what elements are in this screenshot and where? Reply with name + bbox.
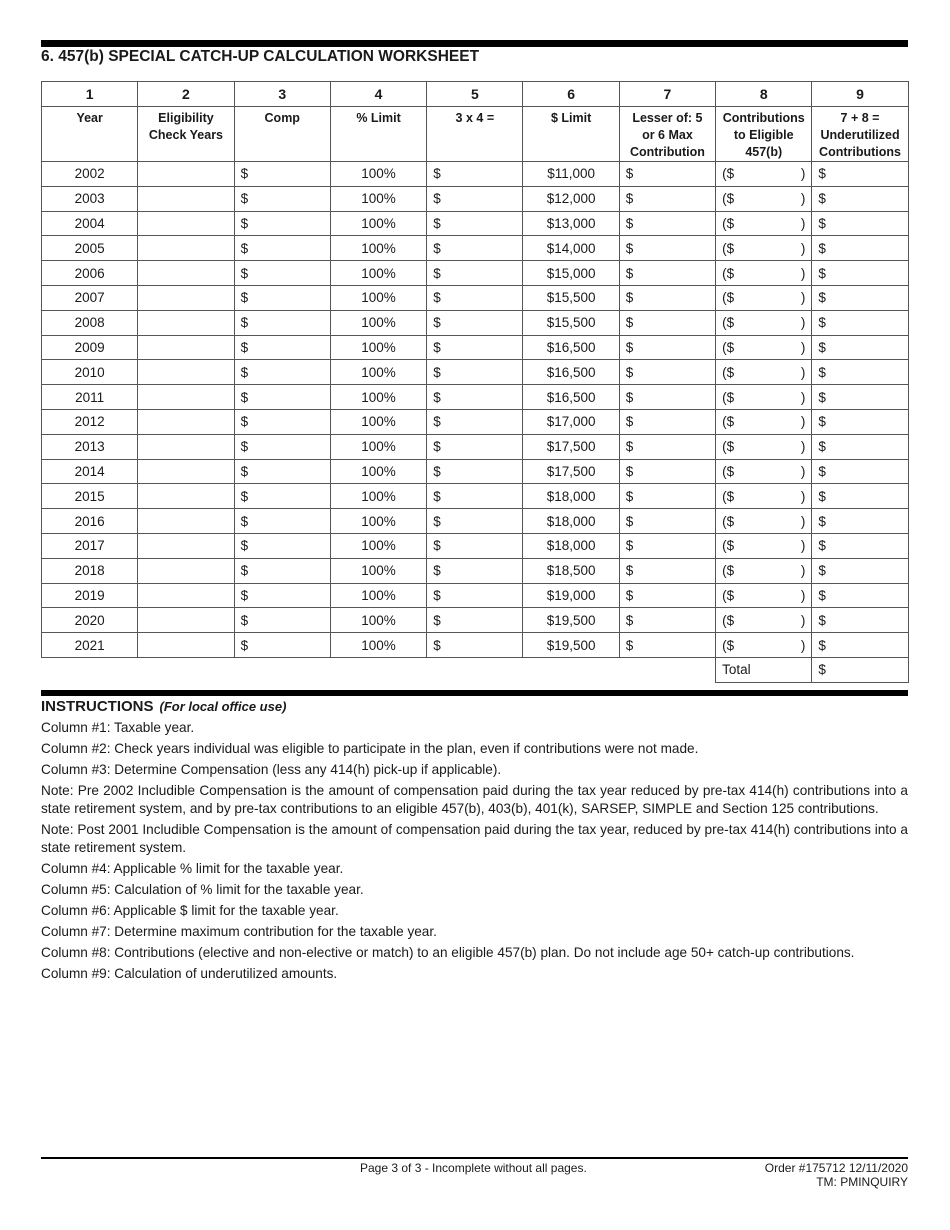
total-label: Total [716, 657, 812, 682]
year-cell: 2016 [42, 509, 138, 534]
contributions-cell[interactable] [716, 186, 812, 211]
open-paren: ($ [722, 364, 735, 380]
max-contribution-cell[interactable]: $ [619, 285, 715, 310]
table-row [42, 509, 909, 534]
close-paren: ) [800, 612, 806, 628]
underutilized-cell[interactable]: $ [812, 261, 908, 286]
comp-cell[interactable]: $ [234, 558, 330, 583]
comp-cell[interactable]: $ [234, 633, 330, 658]
max-contribution-cell[interactable]: $ [619, 434, 715, 459]
open-paren: ($ [722, 191, 735, 207]
table-row [42, 310, 909, 335]
table-row [42, 236, 909, 261]
contributions-cell[interactable] [716, 633, 812, 658]
contributions-cell[interactable] [716, 285, 812, 310]
max-contribution-cell[interactable]: $ [619, 409, 715, 434]
open-paren: ($ [722, 488, 735, 504]
eligibility-check-cell[interactable] [138, 360, 234, 385]
comp-cell[interactable]: $ [234, 385, 330, 410]
pct-calc-cell[interactable]: $ [427, 608, 523, 633]
table-row [42, 335, 909, 360]
open-paren: ($ [722, 389, 735, 405]
contributions-cell[interactable] [716, 236, 812, 261]
pct-limit-cell: 100% [330, 335, 426, 360]
year-cell: 2013 [42, 434, 138, 459]
comp-cell[interactable]: $ [234, 310, 330, 335]
underutilized-cell[interactable]: $ [812, 434, 908, 459]
comp-cell[interactable]: $ [234, 261, 330, 286]
max-contribution-cell[interactable]: $ [619, 211, 715, 236]
year-cell: 2006 [42, 261, 138, 286]
table-row [42, 360, 909, 385]
instruction-line: Column #2: Check years individual was eligible to participate in the plan, even if contributions were not made. [41, 741, 699, 756]
eligibility-check-cell[interactable] [138, 385, 234, 410]
open-paren: ($ [722, 587, 735, 603]
column-header-row [42, 107, 909, 162]
pct-limit-cell: 100% [330, 162, 426, 187]
dollar-limit-cell: $13,000 [523, 211, 619, 236]
dollar-limit-cell: $15,500 [523, 310, 619, 335]
open-paren: ($ [722, 538, 735, 554]
column-header: Comp [234, 107, 330, 162]
close-paren: ) [800, 538, 806, 554]
contributions-cell[interactable] [716, 211, 812, 236]
year-cell: 2020 [42, 608, 138, 633]
pct-limit-cell: 100% [330, 409, 426, 434]
table-row [42, 285, 909, 310]
close-paren: ) [800, 439, 806, 455]
close-paren: ) [800, 166, 806, 182]
max-contribution-cell[interactable]: $ [619, 608, 715, 633]
close-paren: ) [800, 389, 806, 405]
pct-limit-cell: 100% [330, 459, 426, 484]
contributions-cell[interactable] [716, 360, 812, 385]
dollar-limit-cell: $18,000 [523, 533, 619, 558]
eligibility-check-cell[interactable] [138, 484, 234, 509]
contributions-cell[interactable] [716, 335, 812, 360]
close-paren: ) [800, 488, 806, 504]
underutilized-cell[interactable]: $ [812, 633, 908, 658]
table-row [42, 186, 909, 211]
max-contribution-cell[interactable]: $ [619, 484, 715, 509]
year-cell: 2017 [42, 533, 138, 558]
max-contribution-cell[interactable]: $ [619, 509, 715, 534]
underutilized-cell[interactable]: $ [812, 509, 908, 534]
pct-calc-cell[interactable]: $ [427, 533, 523, 558]
pct-limit-cell: 100% [330, 211, 426, 236]
total-value[interactable]: $ [812, 657, 908, 682]
pct-calc-cell[interactable]: $ [427, 509, 523, 534]
column-header: $ Limit [523, 107, 619, 162]
order-number: Order #175712 12/11/2020 [764, 1161, 908, 1175]
close-paren: ) [800, 637, 806, 653]
underutilized-cell[interactable]: $ [812, 583, 908, 608]
eligibility-check-cell[interactable] [138, 261, 234, 286]
pct-limit-cell: 100% [330, 509, 426, 534]
eligibility-check-cell[interactable] [138, 310, 234, 335]
eligibility-check-cell[interactable] [138, 211, 234, 236]
year-cell: 2019 [42, 583, 138, 608]
table-row [42, 608, 909, 633]
pct-limit-cell: 100% [330, 236, 426, 261]
max-contribution-cell[interactable]: $ [619, 335, 715, 360]
column-header: Contributions to Eligible 457(b) [716, 107, 812, 162]
top-divider [41, 40, 908, 47]
eligibility-check-cell[interactable] [138, 409, 234, 434]
eligibility-check-cell[interactable] [138, 583, 234, 608]
close-paren: ) [800, 513, 806, 529]
open-paren: ($ [722, 166, 735, 182]
empty-cell [330, 657, 426, 682]
underutilized-cell[interactable]: $ [812, 484, 908, 509]
open-paren: ($ [722, 290, 735, 306]
eligibility-check-cell[interactable] [138, 162, 234, 187]
eligibility-check-cell[interactable] [138, 459, 234, 484]
year-cell: 2004 [42, 211, 138, 236]
close-paren: ) [800, 463, 806, 479]
pct-calc-cell[interactable]: $ [427, 385, 523, 410]
contributions-cell[interactable] [716, 162, 812, 187]
open-paren: ($ [722, 315, 735, 331]
eligibility-check-cell[interactable] [138, 186, 234, 211]
year-cell: 2007 [42, 285, 138, 310]
eligibility-check-cell[interactable] [138, 285, 234, 310]
underutilized-cell[interactable]: $ [812, 285, 908, 310]
column-header: Year [42, 107, 138, 162]
worksheet-title: 6. 457(b) SPECIAL CATCH-UP CALCULATION WORKSHEET [41, 48, 480, 65]
eligibility-check-cell[interactable] [138, 633, 234, 658]
open-paren: ($ [722, 463, 735, 479]
pct-calc-cell[interactable]: $ [427, 285, 523, 310]
close-paren: ) [800, 563, 806, 579]
dollar-limit-cell: $16,500 [523, 335, 619, 360]
instructions-subheading: (For local office use) [159, 699, 287, 714]
year-cell: 2010 [42, 360, 138, 385]
underutilized-cell[interactable]: $ [812, 211, 908, 236]
dollar-limit-cell: $19,500 [523, 608, 619, 633]
close-paren: ) [800, 315, 806, 331]
pct-limit-cell: 100% [330, 434, 426, 459]
table-row [42, 385, 909, 410]
comp-cell[interactable]: $ [234, 608, 330, 633]
comp-cell[interactable]: $ [234, 484, 330, 509]
underutilized-cell[interactable]: $ [812, 162, 908, 187]
column-number: 1 [42, 82, 138, 107]
year-cell: 2015 [42, 484, 138, 509]
pct-calc-cell[interactable]: $ [427, 434, 523, 459]
max-contribution-cell[interactable]: $ [619, 310, 715, 335]
open-paren: ($ [722, 414, 735, 430]
column-header: 3 x 4 = [427, 107, 523, 162]
table-row [42, 533, 909, 558]
close-paren: ) [800, 587, 806, 603]
eligibility-check-cell[interactable] [138, 434, 234, 459]
dollar-limit-cell: $19,500 [523, 633, 619, 658]
pct-calc-cell[interactable]: $ [427, 335, 523, 360]
max-contribution-cell[interactable]: $ [619, 459, 715, 484]
table-row [42, 558, 909, 583]
comp-cell[interactable]: $ [234, 434, 330, 459]
close-paren: ) [800, 240, 806, 256]
pct-limit-cell: 100% [330, 558, 426, 583]
open-paren: ($ [722, 563, 735, 579]
dollar-limit-cell: $18,000 [523, 484, 619, 509]
instruction-line: Column #7: Determine maximum contribution for the taxable year. [41, 924, 437, 939]
year-cell: 2014 [42, 459, 138, 484]
underutilized-cell[interactable]: $ [812, 310, 908, 335]
pct-limit-cell: 100% [330, 186, 426, 211]
dollar-limit-cell: $12,000 [523, 186, 619, 211]
comp-cell[interactable]: $ [234, 509, 330, 534]
pct-limit-cell: 100% [330, 633, 426, 658]
column-number-row [42, 82, 909, 107]
contributions-cell[interactable] [716, 459, 812, 484]
contributions-cell[interactable] [716, 608, 812, 633]
pct-limit-cell: 100% [330, 484, 426, 509]
column-number: 5 [427, 82, 523, 107]
table-row [42, 583, 909, 608]
max-contribution-cell[interactable]: $ [619, 558, 715, 583]
contributions-cell[interactable] [716, 533, 812, 558]
max-contribution-cell[interactable]: $ [619, 236, 715, 261]
year-cell: 2012 [42, 409, 138, 434]
dollar-limit-cell: $15,500 [523, 285, 619, 310]
instructions-divider [41, 690, 908, 696]
pct-calc-cell[interactable]: $ [427, 583, 523, 608]
underutilized-cell[interactable]: $ [812, 360, 908, 385]
year-cell: 2011 [42, 385, 138, 410]
eligibility-check-cell[interactable] [138, 558, 234, 583]
dollar-limit-cell: $19,000 [523, 583, 619, 608]
close-paren: ) [800, 339, 806, 355]
eligibility-check-cell[interactable] [138, 335, 234, 360]
contributions-cell[interactable] [716, 385, 812, 410]
max-contribution-cell[interactable]: $ [619, 360, 715, 385]
pct-limit-cell: 100% [330, 310, 426, 335]
close-paren: ) [800, 414, 806, 430]
instruction-line: Column #3: Determine Compensation (less any 414(h) pick-up if applicable). [41, 762, 502, 777]
pct-limit-cell: 100% [330, 608, 426, 633]
comp-cell[interactable]: $ [234, 583, 330, 608]
column-header: Lesser of: 5 or 6 Max Contribution [619, 107, 715, 162]
close-paren: ) [800, 364, 806, 380]
dollar-limit-cell: $16,500 [523, 360, 619, 385]
open-paren: ($ [722, 215, 735, 231]
contributions-cell[interactable] [716, 261, 812, 286]
instruction-line: Column #5: Calculation of % limit for the taxable year. [41, 882, 364, 897]
pct-calc-cell[interactable]: $ [427, 162, 523, 187]
underutilized-cell[interactable]: $ [812, 409, 908, 434]
column-number: 9 [812, 82, 908, 107]
pct-calc-cell[interactable]: $ [427, 633, 523, 658]
worksheet-table [41, 81, 909, 683]
max-contribution-cell[interactable]: $ [619, 261, 715, 286]
dollar-limit-cell: $16,500 [523, 385, 619, 410]
max-contribution-cell[interactable]: $ [619, 583, 715, 608]
open-paren: ($ [722, 339, 735, 355]
column-number: 8 [716, 82, 812, 107]
table-row [42, 633, 909, 658]
pct-limit-cell: 100% [330, 533, 426, 558]
dollar-limit-cell: $15,000 [523, 261, 619, 286]
comp-cell[interactable]: $ [234, 409, 330, 434]
column-number: 7 [619, 82, 715, 107]
eligibility-check-cell[interactable] [138, 533, 234, 558]
order-info [765, 1161, 908, 1189]
underutilized-cell[interactable]: $ [812, 608, 908, 633]
dollar-limit-cell: $17,000 [523, 409, 619, 434]
table-row [42, 261, 909, 286]
comp-cell[interactable]: $ [234, 162, 330, 187]
instruction-line: Column #8: Contributions (elective and non-elective or match) to an eligible 457(b) plan. Do not include age 50+ catch-up contributions. [41, 945, 855, 960]
table-row [42, 484, 909, 509]
year-cell: 2005 [42, 236, 138, 261]
pct-calc-cell[interactable]: $ [427, 558, 523, 583]
pct-limit-cell: 100% [330, 385, 426, 410]
close-paren: ) [800, 290, 806, 306]
eligibility-check-cell[interactable] [138, 509, 234, 534]
contributions-cell[interactable] [716, 434, 812, 459]
max-contribution-cell[interactable]: $ [619, 162, 715, 187]
dollar-limit-cell: $14,000 [523, 236, 619, 261]
empty-cell [138, 657, 234, 682]
instruction-line: Column #9: Calculation of underutilized amounts. [41, 966, 338, 981]
pct-calc-cell[interactable]: $ [427, 236, 523, 261]
column-header: Eligibility Check Years [138, 107, 234, 162]
max-contribution-cell[interactable]: $ [619, 186, 715, 211]
column-number: 6 [523, 82, 619, 107]
instructions [41, 698, 908, 986]
instruction-line: Column #6: Applicable $ limit for the taxable year. [41, 903, 339, 918]
max-contribution-cell[interactable]: $ [619, 385, 715, 410]
underutilized-cell[interactable]: $ [812, 533, 908, 558]
tm-code: TM: PMINQUIRY [816, 1175, 908, 1189]
dollar-limit-cell: $17,500 [523, 459, 619, 484]
dollar-limit-cell: $17,500 [523, 434, 619, 459]
column-number: 3 [234, 82, 330, 107]
pct-limit-cell: 100% [330, 285, 426, 310]
comp-cell[interactable]: $ [234, 236, 330, 261]
instruction-line: Note: Post 2001 Includible Compensation is the amount of compensation paid during the tax year, reduced by pre-tax 414(h) contributions into a state retirement system. [41, 822, 908, 855]
table-row [42, 409, 909, 434]
empty-cell [234, 657, 330, 682]
underutilized-cell[interactable]: $ [812, 335, 908, 360]
open-paren: ($ [722, 265, 735, 281]
pct-calc-cell[interactable]: $ [427, 211, 523, 236]
table-row [42, 434, 909, 459]
contributions-cell[interactable] [716, 409, 812, 434]
open-paren: ($ [722, 637, 735, 653]
underutilized-cell[interactable]: $ [812, 385, 908, 410]
year-cell: 2008 [42, 310, 138, 335]
year-cell: 2002 [42, 162, 138, 187]
pct-calc-cell[interactable]: $ [427, 186, 523, 211]
close-paren: ) [800, 265, 806, 281]
pct-limit-cell: 100% [330, 261, 426, 286]
pct-calc-cell[interactable]: $ [427, 459, 523, 484]
footer-divider [41, 1157, 908, 1159]
comp-cell[interactable]: $ [234, 335, 330, 360]
dollar-limit-cell: $18,000 [523, 509, 619, 534]
column-number: 2 [138, 82, 234, 107]
empty-cell [427, 657, 523, 682]
pct-calc-cell[interactable]: $ [427, 409, 523, 434]
pct-limit-cell: 100% [330, 360, 426, 385]
column-header: 7 + 8 = Underutilized Contributions [812, 107, 908, 162]
underutilized-cell[interactable]: $ [812, 186, 908, 211]
comp-cell[interactable]: $ [234, 360, 330, 385]
comp-cell[interactable]: $ [234, 285, 330, 310]
dollar-limit-cell: $18,500 [523, 558, 619, 583]
underutilized-cell[interactable]: $ [812, 459, 908, 484]
pct-calc-cell[interactable]: $ [427, 310, 523, 335]
year-cell: 2009 [42, 335, 138, 360]
pct-calc-cell[interactable]: $ [427, 484, 523, 509]
contributions-cell[interactable] [716, 484, 812, 509]
table-row [42, 459, 909, 484]
instruction-line: Column #1: Taxable year. [41, 720, 195, 735]
open-paren: ($ [722, 513, 735, 529]
contributions-cell[interactable] [716, 558, 812, 583]
underutilized-cell[interactable]: $ [812, 236, 908, 261]
max-contribution-cell[interactable]: $ [619, 633, 715, 658]
table-row [42, 162, 909, 187]
open-paren: ($ [722, 240, 735, 256]
year-cell: 2021 [42, 633, 138, 658]
instruction-line: Column #4: Applicable % limit for the taxable year. [41, 861, 344, 876]
close-paren: ) [800, 215, 806, 231]
max-contribution-cell[interactable]: $ [619, 533, 715, 558]
eligibility-check-cell[interactable] [138, 608, 234, 633]
comp-cell[interactable]: $ [234, 186, 330, 211]
pct-calc-cell[interactable]: $ [427, 360, 523, 385]
comp-cell[interactable]: $ [234, 459, 330, 484]
dollar-limit-cell: $11,000 [523, 162, 619, 187]
contributions-cell[interactable] [716, 509, 812, 534]
column-header: % Limit [330, 107, 426, 162]
empty-cell [619, 657, 715, 682]
table-row [42, 211, 909, 236]
comp-cell[interactable]: $ [234, 211, 330, 236]
underutilized-cell[interactable]: $ [812, 558, 908, 583]
instruction-line: Note: Pre 2002 Includible Compensation is the amount of compensation paid during the tax year reduced by pre-tax 414(h) contributions into a state retirement system, and by pre-tax contributions to an eligible 457(b), 403(b), 401(k), SARSEP, SIMPLE and Section 125 contributions. [41, 783, 908, 816]
year-cell: 2018 [42, 558, 138, 583]
contributions-cell[interactable] [716, 583, 812, 608]
column-number: 4 [330, 82, 426, 107]
pct-limit-cell: 100% [330, 583, 426, 608]
empty-cell [42, 657, 138, 682]
open-paren: ($ [722, 439, 735, 455]
instructions-heading: INSTRUCTIONS [41, 698, 154, 715]
close-paren: ) [800, 191, 806, 207]
open-paren: ($ [722, 612, 735, 628]
empty-cell [523, 657, 619, 682]
year-cell: 2003 [42, 186, 138, 211]
eligibility-check-cell[interactable] [138, 236, 234, 261]
contributions-cell[interactable] [716, 310, 812, 335]
total-row [42, 657, 909, 682]
page-number: Page 3 of 3 - Incomplete without all pages. [360, 1161, 587, 1175]
pct-calc-cell[interactable]: $ [427, 261, 523, 286]
comp-cell[interactable]: $ [234, 533, 330, 558]
